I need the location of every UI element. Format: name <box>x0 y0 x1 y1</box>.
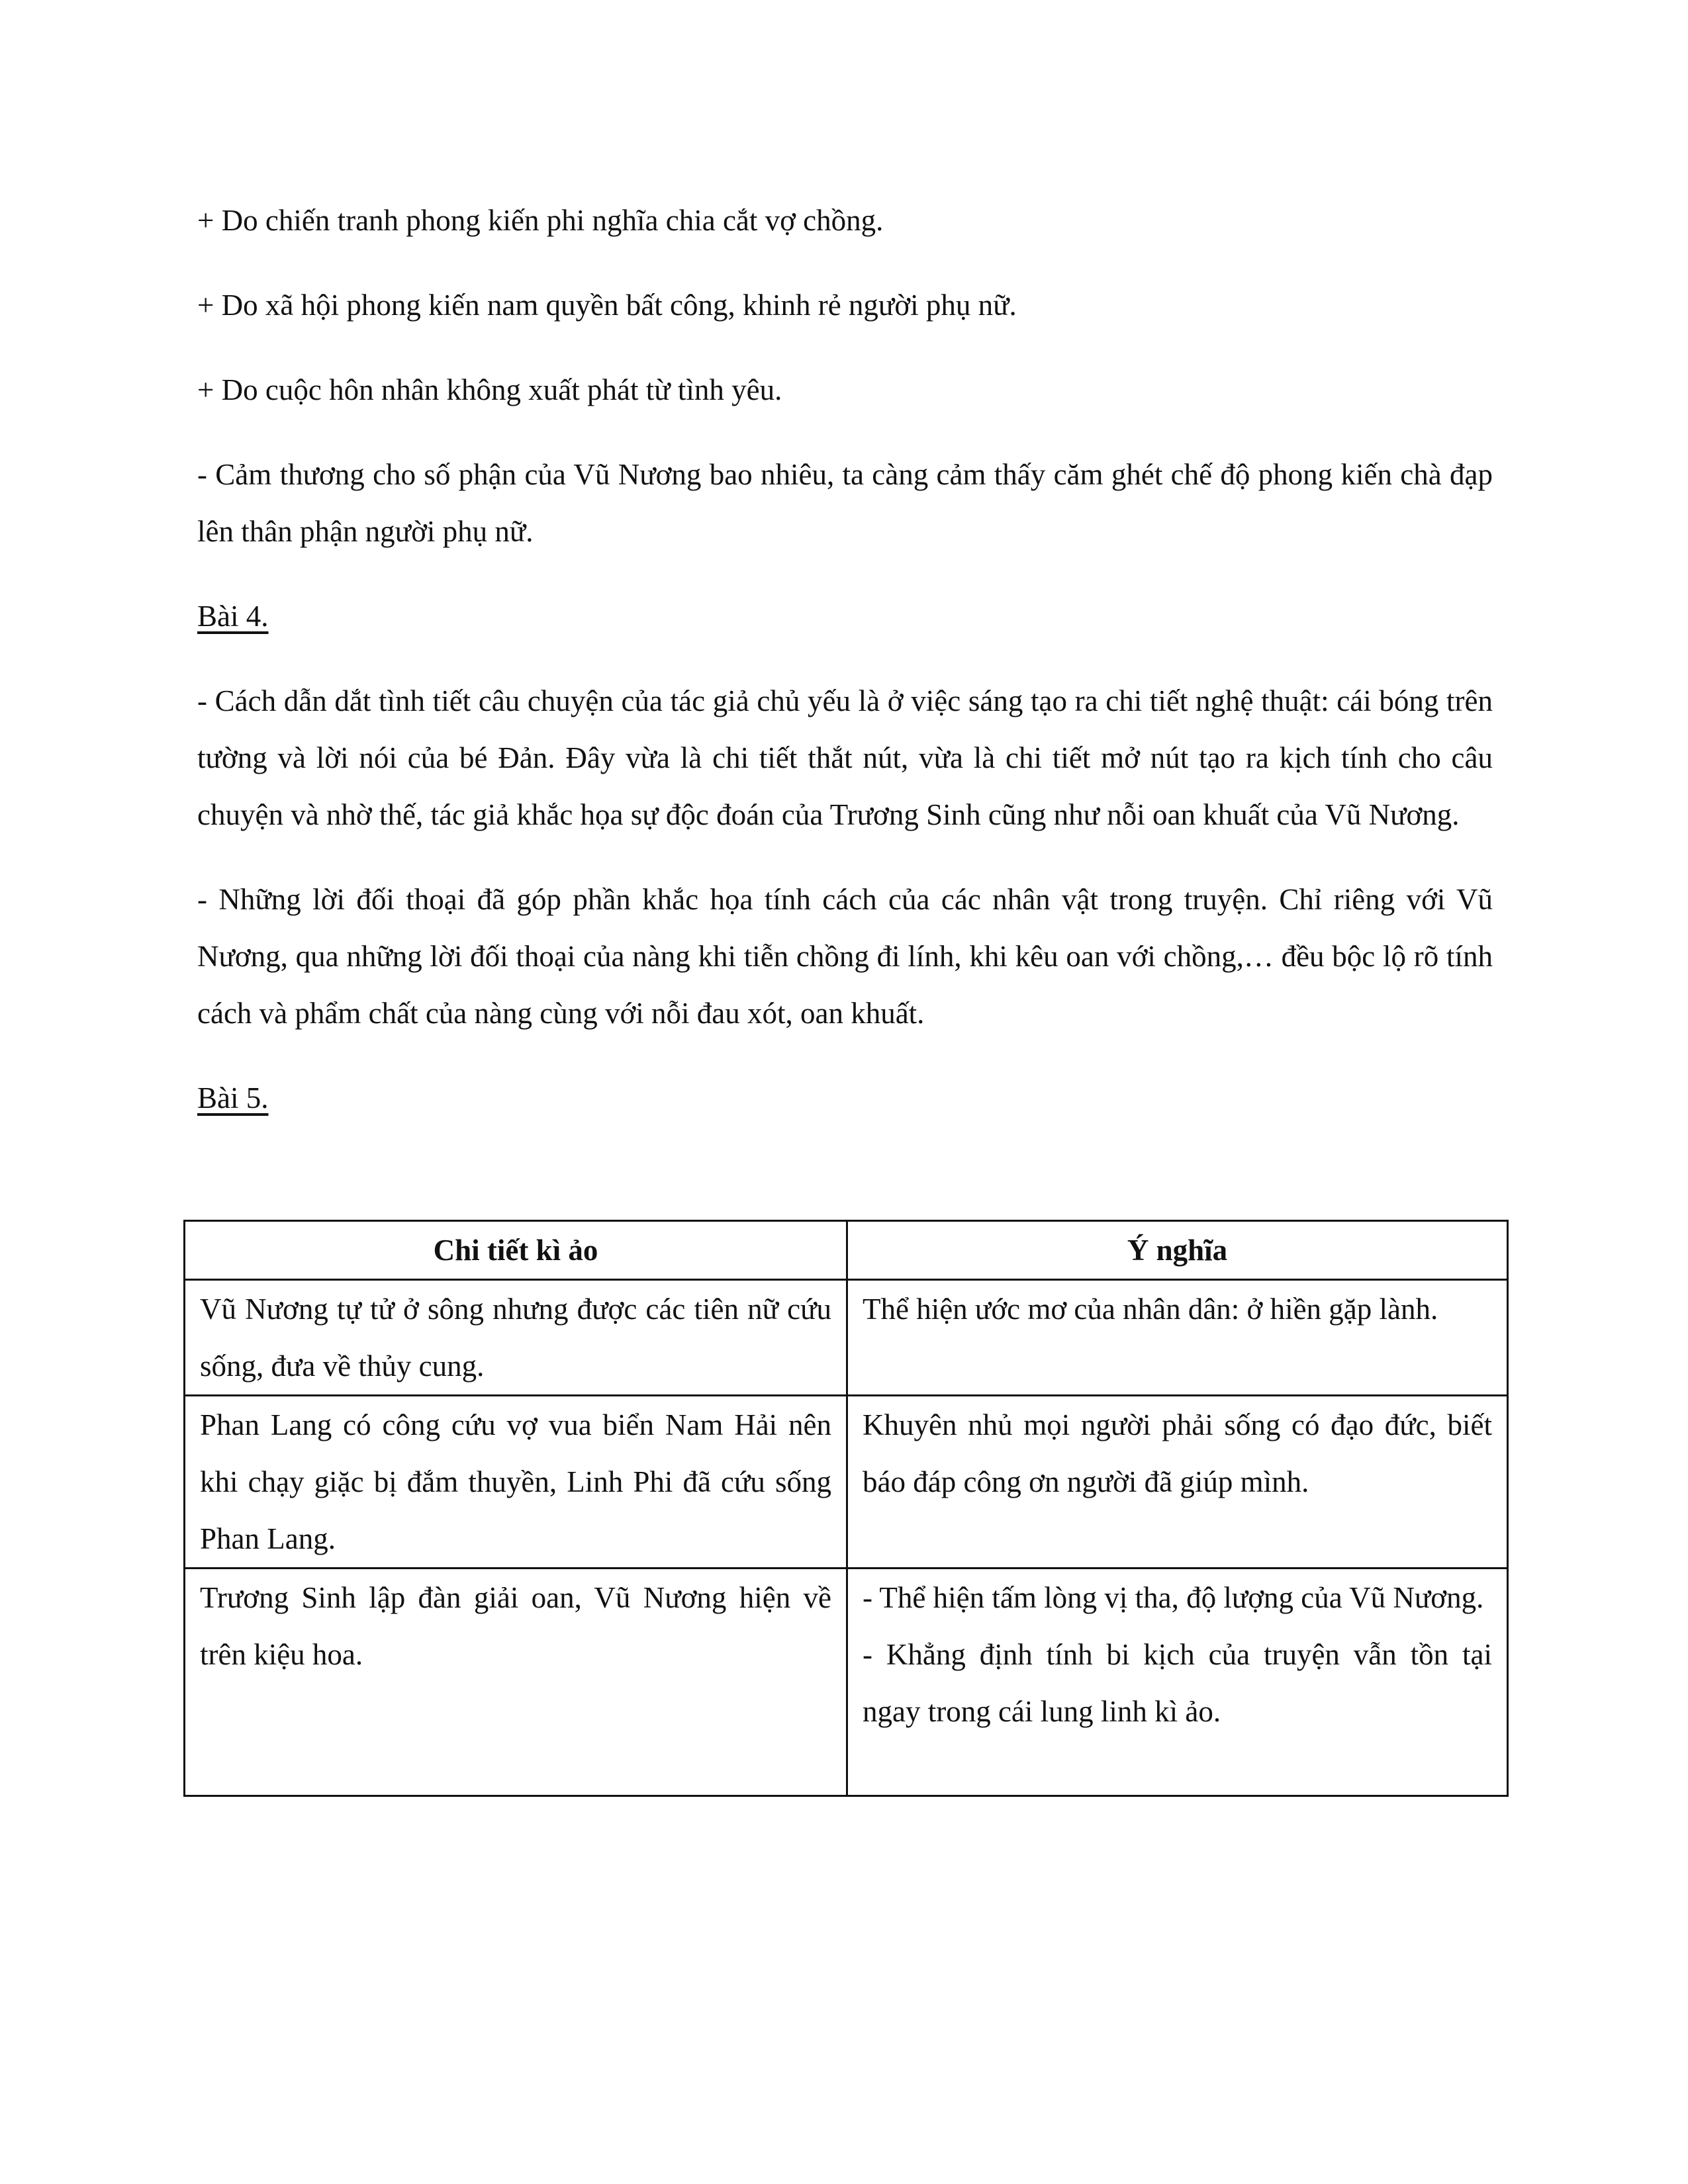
fantasy-details-table <box>183 1220 1509 1797</box>
meaning-line: - Khẳng định tính bi kịch của truyện vẫn tồn tại ngay trong cái lung linh kì ảo. <box>863 1638 1492 1728</box>
paragraph-sympathy: - Cảm thương cho số phận của Vũ Nương bao nhiêu, ta càng cảm thấy căm ghét chế độ phong kiến chà đạp lên thân phận người phụ nữ. <box>197 458 1493 548</box>
section-heading-bai-5: Bài 5. <box>197 1081 269 1115</box>
paragraph-cause-marriage: + Do cuộc hôn nhân không xuất phát từ tình yêu. <box>197 373 782 406</box>
table-row <box>185 1396 1508 1569</box>
table-header-row <box>185 1221 1508 1280</box>
paragraph-cause-society: + Do xã hội phong kiến nam quyền bất công, khinh rẻ người phụ nữ. <box>197 289 1017 322</box>
paragraph-bai4-plot: - Cách dẫn dắt tình tiết câu chuyện của tác giả chủ yếu là ở việc sáng tạo ra chi tiết nghệ thuật: cái bóng trên tường và lời nói của bé Đản. Đây vừa là chi tiết thắt nút, vừa là chi tiết mở nút tạo ra kịch tính cho câu chuyện và nhờ thế, tác giả khắc họa sự độc đoán của Trương Sinh cũng như nỗi oan khuất của Vũ Nương. <box>197 684 1493 831</box>
table-row <box>185 1280 1508 1396</box>
table-header-detail: Chi tiết kì ảo <box>185 1221 847 1280</box>
table-header-meaning: Ý nghĩa <box>847 1221 1508 1280</box>
table-cell-detail: Phan Lang có công cứu vợ vua biển Nam Hải nên khi chạy giặc bị đắm thuyền, Linh Phi đã cứu sống Phan Lang. <box>185 1396 847 1569</box>
table-row <box>185 1569 1508 1796</box>
table-cell-detail: Vũ Nương tự tử ở sông nhưng được các tiên nữ cứu sống, đưa về thủy cung. <box>185 1280 847 1396</box>
meaning-line: - Thể hiện tấm lòng vị tha, độ lượng của Vũ Nương. <box>863 1581 1484 1614</box>
section-heading-bai-4: Bài 4. <box>197 600 269 633</box>
table-cell-meaning: Khuyên nhủ mọi người phải sống có đạo đức, biết báo đáp công ơn người đã giúp mình. <box>847 1396 1508 1569</box>
table-cell-meaning <box>847 1569 1508 1796</box>
table-cell-meaning: Thể hiện ước mơ của nhân dân: ở hiền gặp lành. <box>847 1280 1508 1396</box>
paragraph-cause-war: + Do chiến tranh phong kiến phi nghĩa chia cắt vợ chồng. <box>197 204 884 237</box>
paragraph-bai4-dialogue: - Những lời đối thoại đã góp phần khắc họa tính cách của các nhân vật trong truyện. Chỉ riêng với Vũ Nương, qua những lời đối thoại của nàng khi tiễn chồng đi lính, khi kêu oan với chồng,… đều bộc lộ rõ tính cách và phẩm chất của nàng cùng với nỗi đau xót, oan khuất. <box>197 883 1493 1030</box>
table-cell-detail: Trương Sinh lập đàn giải oan, Vũ Nương hiện về trên kiệu hoa. <box>185 1569 847 1796</box>
document-body <box>197 192 1493 1154</box>
